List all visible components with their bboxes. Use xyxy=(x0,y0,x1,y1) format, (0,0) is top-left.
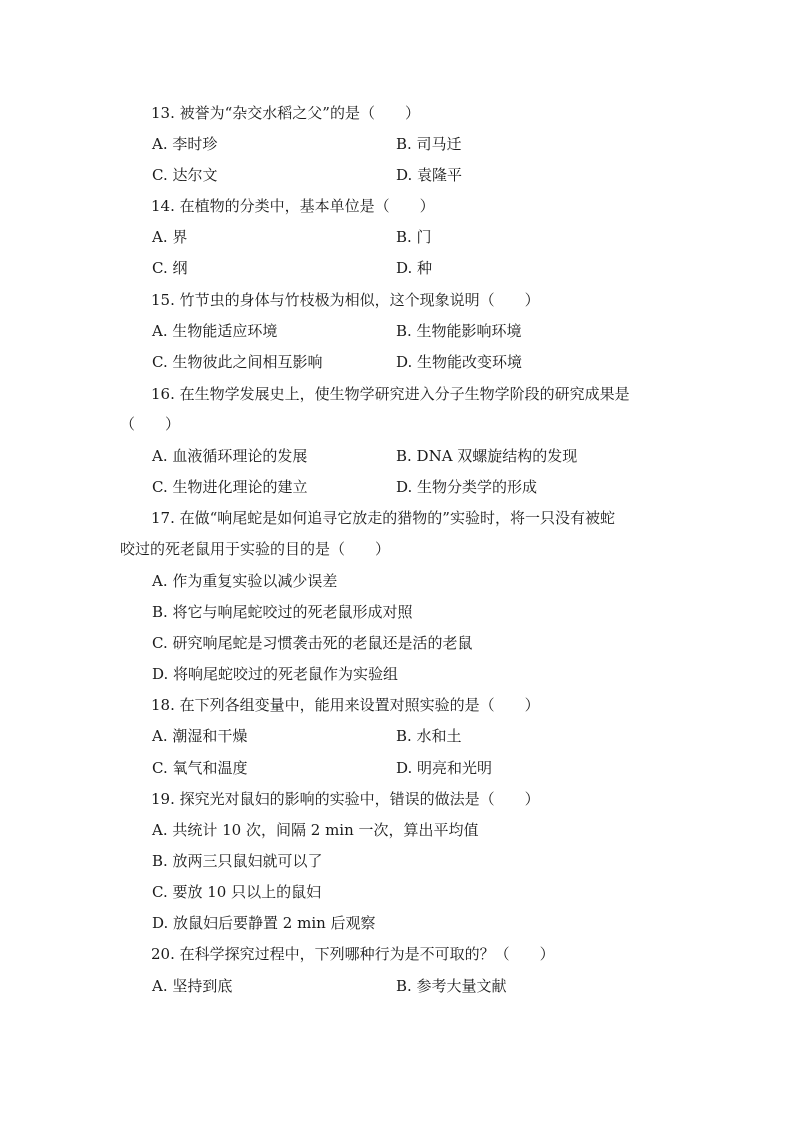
question-20-option-b: B. 参考大量文献 xyxy=(396,977,507,995)
question-14-stem: 14. 在植物的分类中，基本单位是（ ） xyxy=(151,197,435,215)
question-13-option-b: B. 司马迁 xyxy=(396,135,462,153)
question-13-stem: 13. 被誉为“杂交水稻之父”的是（ ） xyxy=(151,104,420,122)
question-14-option-c: C. 纲 xyxy=(152,259,188,277)
question-18-option-a: A. 潮湿和干燥 xyxy=(152,727,248,745)
question-16-option-b: B. DNA 双螺旋结构的发现 xyxy=(396,447,578,465)
question-13-option-c: C. 达尔文 xyxy=(152,166,218,184)
question-15-option-d: D. 生物能改变环境 xyxy=(396,353,523,371)
question-16-stem-continued: （ ） xyxy=(120,415,181,433)
question-16-option-d: D. 生物分类学的形成 xyxy=(396,478,538,496)
question-17-stem: 17. 在做“响尾蛇是如何追寻它放走的猎物的”实验时，将一只没有被蛇 xyxy=(151,509,615,527)
question-19-option-a: A. 共统计 10 次，间隔 2 min 一次，算出平均值 xyxy=(152,821,479,839)
question-18-stem: 18. 在下列各组变量中，能用来设置对照实验的是（ ） xyxy=(151,696,540,714)
question-18-option-d: D. 明亮和光明 xyxy=(396,759,493,777)
question-13-option-a: A. 李时珍 xyxy=(152,135,218,153)
question-18-option-c: C. 氧气和温度 xyxy=(152,759,248,777)
question-13-option-d: D. 袁隆平 xyxy=(396,166,463,184)
question-18-option-b: B. 水和土 xyxy=(396,727,462,745)
question-16-stem: 16. 在生物学发展史上，使生物学研究进入分子生物学阶段的研究成果是 xyxy=(151,385,630,403)
question-14-option-a: A. 界 xyxy=(152,228,188,246)
question-20-stem: 20. 在科学探究过程中，下列哪种行为是不可取的？（ ） xyxy=(151,945,555,963)
question-15-option-a: A. 生物能适应环境 xyxy=(152,322,278,340)
question-15-stem: 15. 竹节虫的身体与竹枝极为相似，这个现象说明（ ） xyxy=(151,291,540,309)
question-15-option-c: C. 生物彼此之间相互影响 xyxy=(152,353,323,371)
question-17-option-b: B. 将它与响尾蛇咬过的死老鼠形成对照 xyxy=(152,603,413,621)
question-16-option-c: C. 生物进化理论的建立 xyxy=(152,478,308,496)
question-20-option-a: A. 坚持到底 xyxy=(152,977,233,995)
question-19-stem: 19. 探究光对鼠妇的影响的实验中，错误的做法是（ ） xyxy=(151,790,540,808)
question-17-option-a: A. 作为重复实验以减少误差 xyxy=(152,572,338,590)
question-19-option-c: C. 要放 10 只以上的鼠妇 xyxy=(152,883,322,901)
question-17-option-d: D. 将响尾蛇咬过的死老鼠作为实验组 xyxy=(152,665,399,683)
question-17-option-c: C. 研究响尾蛇是习惯袭击死的老鼠还是活的老鼠 xyxy=(152,634,473,652)
question-19-option-b: B. 放两三只鼠妇就可以了 xyxy=(152,852,323,870)
question-19-option-d: D. 放鼠妇后要静置 2 min 后观察 xyxy=(152,914,376,932)
question-16-option-a: A. 血液循环理论的发展 xyxy=(152,447,308,465)
question-17-stem-continued: 咬过的死老鼠用于实验的目的是（ ） xyxy=(120,540,391,558)
question-14-option-d: D. 种 xyxy=(396,259,433,277)
question-15-option-b: B. 生物能影响环境 xyxy=(396,322,522,340)
question-14-option-b: B. 门 xyxy=(396,228,432,246)
